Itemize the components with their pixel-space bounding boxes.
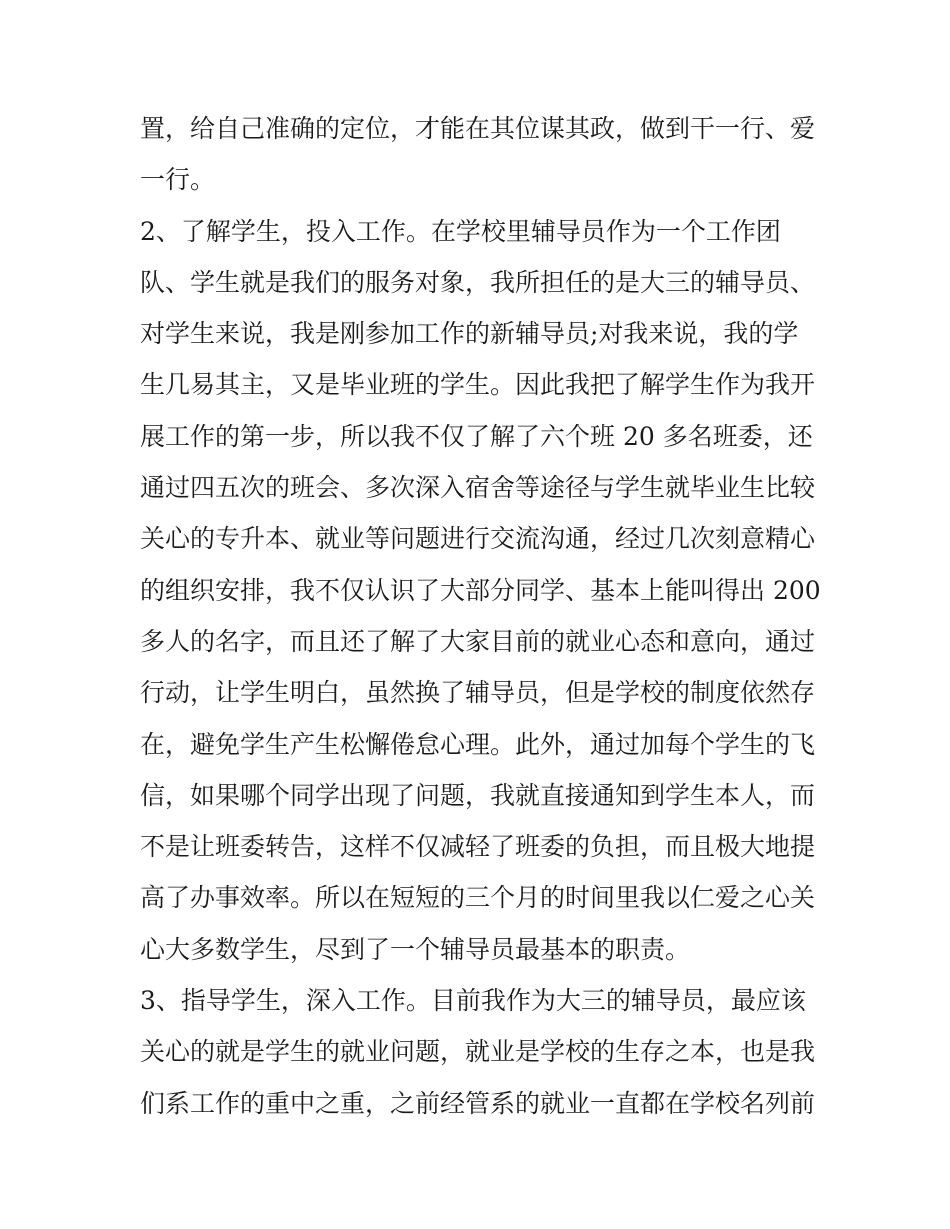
- text-line: 通过四五次的班会、多次深入宿舍等途径与学生就毕业生比较: [140, 473, 816, 503]
- text-line: 在，避免学生产生松懈倦怠心理。此外，通过加每个学生的飞: [140, 729, 816, 759]
- text-line: 3、指导学生，深入工作。目前我作为大三的辅导员，最应该: [140, 986, 806, 1016]
- text-line: 展工作的第一步，所以我不仅了解了六个班 20 多名班委，还: [140, 421, 813, 451]
- text-line: 信，如果哪个同学出现了问题，我就直接通知到学生本人，而: [140, 780, 816, 810]
- text-line: 对学生来说，我是刚参加工作的新辅导员;对我来说，我的学: [140, 319, 799, 349]
- text-line: 多人的名字，而且还了解了大家目前的就业心态和意向，通过: [140, 626, 816, 656]
- text-line: 关心的专升本、就业等问题进行交流沟通，经过几次刻意精心: [140, 524, 816, 554]
- text-line: 们系工作的重中之重，之前经管系的就业一直都在学校名列前: [140, 1088, 816, 1118]
- document-body: [140, 103, 820, 1129]
- text-line: 行动，让学生明白，虽然换了辅导员，但是学校的制度依然存: [140, 678, 816, 708]
- text-line: 心大多数学生，尽到了一个辅导员最基本的职责。: [140, 934, 691, 964]
- text-line: 的组织安排，我不仅认识了大部分同学、基本上能叫得出 200: [140, 575, 821, 605]
- text-line: 一行。: [140, 165, 216, 195]
- text-line: 关心的就是学生的就业问题，就业是学校的生存之本，也是我: [140, 1037, 816, 1067]
- text-line: 置，给自己准确的定位，才能在其位谋其政，做到干一行、爱: [140, 114, 816, 143]
- text-line: 高了办事效率。所以在短短的三个月的时间里我以仁爱之心关: [140, 883, 816, 913]
- text-line: 生几易其主，又是毕业班的学生。因此我把了解学生作为我开: [140, 370, 816, 400]
- text-line: 2、了解学生，投入工作。在学校里辅导员作为一个工作团: [140, 216, 781, 246]
- text-line: 不是让班委转告，这样不仅减轻了班委的负担，而且极大地提: [140, 832, 816, 862]
- text-line: 队、学生就是我们的服务对象，我所担任的是大三的辅导员、: [140, 267, 816, 297]
